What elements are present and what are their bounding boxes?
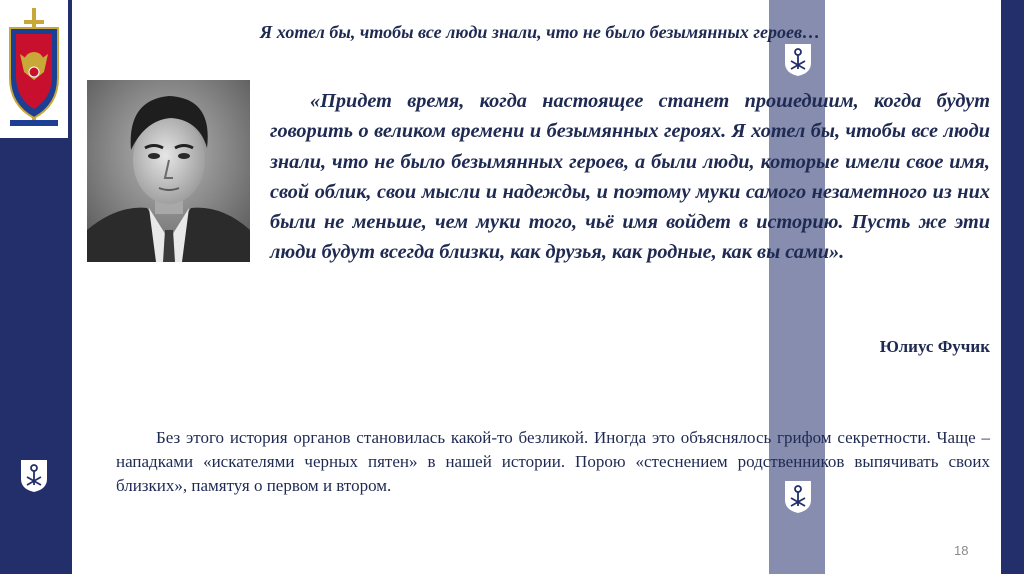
quote-author: Юлиус Фучик — [879, 337, 990, 356]
quote-text: «Придет время, когда настоящее станет прошедшим, когда будут говорить о великом времени и безымянных героях. Я хотел бы, чтобы все люди знали, что не было безымянных героев, а были люди, которые имели свое имя, свой облик, свои мысли и надежды, и поэтому муки самого незаметного из них были не меньше, чем муки того, чьё имя войдет в историю. Пусть же эти люди будут всегда близки, как друзья, как родные, как вы сами». — [270, 90, 990, 264]
fsb-emblem-icon — [0, 0, 68, 138]
right-sidebar-band — [1001, 0, 1024, 574]
page-number: 18 — [954, 543, 969, 558]
shield-keys-icon — [20, 459, 48, 493]
slide-heading: Я хотел бы, чтобы все люди знали, что не было безымянных героев… — [259, 22, 821, 42]
body-paragraph: Без этого история органов становилась какой-то безликой. Иногда это объяснялось грифом секретности. Чаще – нападками «искателями черных пятен» в нашей истории. Порою «стеснением родственников выпячивать своих близких», памятуя о первом и втором. — [116, 428, 990, 495]
shield-keys-icon — [784, 43, 812, 77]
portrait-photo — [87, 80, 250, 262]
